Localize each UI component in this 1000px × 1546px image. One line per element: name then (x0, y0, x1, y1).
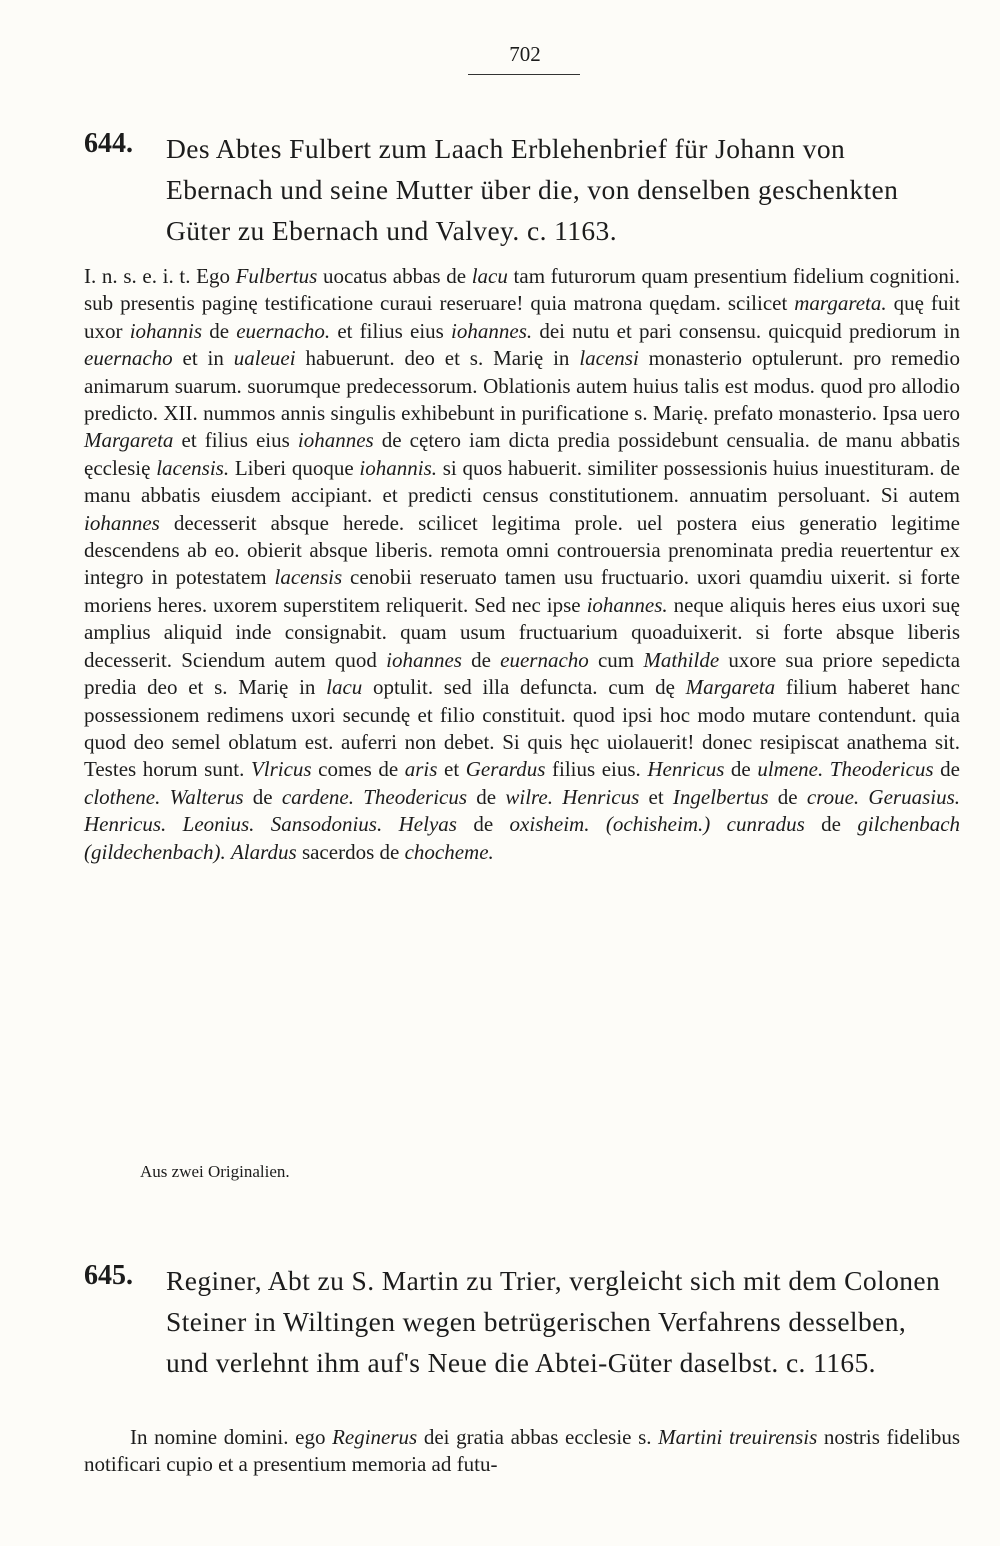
text-run: et filius eius (330, 318, 452, 343)
text-run: decesserit absque herede. scilicet legitima prole. uel postera eius generatio legitime descendens ab eo. obierit absque liberis. remota omni controuersia prenominata predia reuertentur ex integro in potestatem (84, 510, 960, 590)
entry-644-body (84, 263, 960, 866)
italic-name-run: Henricus (647, 757, 725, 782)
entry-644-number: 644. (84, 128, 133, 159)
text-run: de (202, 318, 237, 343)
text-run: sacerdos de (296, 839, 405, 864)
italic-name-run: euernacho. (236, 318, 331, 343)
text-run: de (243, 784, 282, 809)
entry-645-paragraph (84, 1424, 960, 1479)
italic-name-run: oxisheim. (509, 812, 590, 837)
entry-645-title: Reginer, Abt zu S. Martin zu Trier, vergleicht sich mit dem Colonen Steiner in Wiltingen wegen betrügerischen Verfahrens desselben, und verlehnt ihm auf's Neue die Abtei-Güter daselbst. c. 1165. (166, 1265, 941, 1378)
text-run: In nomine domini. ego (130, 1425, 333, 1449)
italic-name-run: lacu (471, 264, 508, 288)
page-number: 702 (509, 42, 541, 66)
text-run: de (804, 812, 858, 837)
italic-name-run: Vlricus (250, 757, 312, 782)
text-run: et filius eius (173, 428, 298, 453)
italic-name-run: Margareta (685, 675, 776, 700)
text-run: optulit. sed illa defuncta. cum dę (362, 675, 686, 700)
italic-name-run: iohannes (297, 428, 374, 453)
italic-name-run: iohannis. (359, 455, 438, 480)
text-run: et (437, 757, 466, 782)
text-run: cum (588, 647, 644, 672)
italic-name-run: chocheme. (404, 839, 494, 864)
italic-name-run: cunradus (726, 812, 805, 837)
italic-name-run: Helyas (398, 812, 457, 837)
italic-name-run: Mathilde (643, 647, 720, 672)
text-run: neque aliquis heres eius uxori suę amplius aliquid inde consignabit. quam usum fructuarium quoaduixerit. si forte absque liberis decesserit. Sciendum autem quod (84, 592, 960, 672)
text-run: et (639, 784, 673, 809)
italic-name-run: Margareta (84, 428, 174, 453)
italic-name-run: ulmene. (757, 757, 824, 782)
text-run: I. n. s. e. i. t. Ego (84, 264, 236, 288)
text-run: de (724, 757, 758, 782)
text-run: cenobii reseruato tamen usu fructuario. uxori quamdiu uixerit. si forte moriens heres. uxorem superstitem reliquerit. Sed nec ipse (84, 565, 960, 617)
italic-name-run: Walterus (169, 784, 244, 809)
italic-name-run: (ochisheim.) (605, 812, 711, 837)
italic-name-run: lacensis. (156, 455, 230, 480)
italic-name-run: Gerardus (465, 757, 546, 782)
italic-name-run: gilchenbach (857, 812, 961, 837)
entry-644-source-note: Aus zwei Originalien. (140, 1162, 290, 1181)
entry-644-heading (84, 128, 954, 251)
text-run: Liberi quoque (229, 455, 360, 480)
entry-645-number: 645. (84, 1260, 133, 1291)
italic-name-run: wilre. (505, 784, 553, 809)
text-run: de (456, 812, 510, 837)
text-run: tam futurorum quam presentium fidelium cognitioni. sub presentis paginę testificatione curaui reseruare! quia matrona quędam. scilicet (84, 264, 960, 316)
text-run: comes de (311, 757, 405, 782)
italic-name-run: Geruasius. (868, 784, 961, 809)
entry-645-heading (84, 1260, 954, 1383)
text-run: et in (172, 346, 234, 371)
italic-name-run: iohannis (129, 318, 203, 343)
italic-name-run: iohannes (386, 647, 462, 672)
page-number-rule (468, 74, 580, 75)
italic-name-run: Leonius. (182, 812, 255, 837)
text-run: de (768, 784, 807, 809)
text-run (710, 812, 726, 836)
text-run: de (933, 757, 960, 782)
italic-name-run: lacensi (579, 346, 639, 371)
text-run (254, 812, 270, 836)
text-run: de (461, 647, 501, 672)
text-run: monasterio optulerunt. pro remedio animarum suarum. suorumque predecessorum. Oblationis autem huius talis est modus. quod pro allodio predicto. XII. nummos annis singulis exhibebunt in purificatione s. Marię. prefato monasterio. Ipsa uero (84, 346, 960, 426)
italic-name-run: Henricus (562, 784, 640, 809)
italic-name-run: Martini (658, 1425, 723, 1449)
italic-name-run: ualeuei (233, 346, 296, 371)
text-run: nostris fidelibus notificari cupio et a presentium memoria ad futu- (84, 1425, 961, 1477)
italic-name-run: treuirensis (728, 1425, 818, 1449)
italic-name-run: Sansodonius. (270, 812, 383, 837)
italic-name-run: euernacho (84, 346, 173, 371)
text-run: filium haberet hanc possessionem redimens uxori secundę et filio constituit. quod ipsi hoc modo mutare contendunt. quia quod deo semel oblatum est. auferri non debet. Si quis hęc uiolauerit! donec resipiscat anathema sit. Testes horum sunt. (84, 675, 961, 782)
italic-name-run: lacu (326, 675, 363, 700)
text-run (382, 812, 398, 836)
text-run (553, 785, 562, 809)
italic-name-run: (gildechenbach). (84, 839, 226, 864)
text-run (722, 1425, 729, 1449)
italic-name-run: iohannes. (586, 592, 668, 617)
italic-name-run: Alardus (230, 839, 297, 864)
text-run: quę fuit uxor (84, 291, 960, 343)
entry-645-body (84, 1424, 960, 1479)
text-run: habuerunt. deo et s. Marię in (295, 346, 580, 371)
text-run: dei gratia abbas ecclesie s. (417, 1425, 659, 1449)
italic-name-run: Theodericus (363, 784, 468, 809)
italic-name-run: Reginerus (332, 1425, 418, 1449)
text-run (589, 812, 605, 836)
italic-name-run: Henricus. (84, 812, 167, 837)
italic-name-run: clothene. (84, 784, 161, 809)
italic-name-run: margareta. (794, 291, 887, 316)
text-run (160, 785, 169, 809)
italic-name-run: croue. (806, 784, 860, 809)
italic-name-run: aris (404, 757, 438, 782)
text-run: dei nutu et pari consensu. quicquid prediorum in (532, 318, 960, 343)
italic-name-run: Fulbertus (235, 264, 318, 288)
italic-name-run: iohannes (84, 510, 160, 535)
text-run: si quos habuerit. similiter possessionis huius inuestituram. de manu abbatis eiusdem accipiant. et predicti census constitutionem. annuatim persoluant. Si autem (84, 455, 960, 508)
text-run: uocatus abbas de (317, 264, 472, 288)
entry-644-title: Des Abtes Fulbert zum Laach Erblehenbrief für Johann von Ebernach und seine Mutter über die, von denselben geschenkten Güter zu Ebernach und Valvey. c. 1163. (166, 133, 899, 246)
italic-name-run: cardene. (281, 784, 354, 809)
text-run: de (467, 784, 506, 809)
italic-name-run: Ingelbertus (672, 784, 769, 809)
text-run: de cętero iam dicta predia possidebunt censualia. de manu abbatis ęcclesię (84, 428, 960, 480)
italic-name-run: iohannes. (451, 318, 533, 343)
text-run (166, 812, 182, 836)
italic-name-run: lacensis (274, 565, 343, 590)
italic-name-run: Theodericus (829, 757, 934, 782)
italic-name-run: euernacho (500, 647, 589, 672)
text-run (354, 785, 363, 809)
text-run: uxore sua priore sepedicta predia deo et s. Marię in (84, 647, 961, 700)
entry-644-paragraph (84, 263, 960, 866)
text-run: filius eius. (545, 757, 648, 782)
